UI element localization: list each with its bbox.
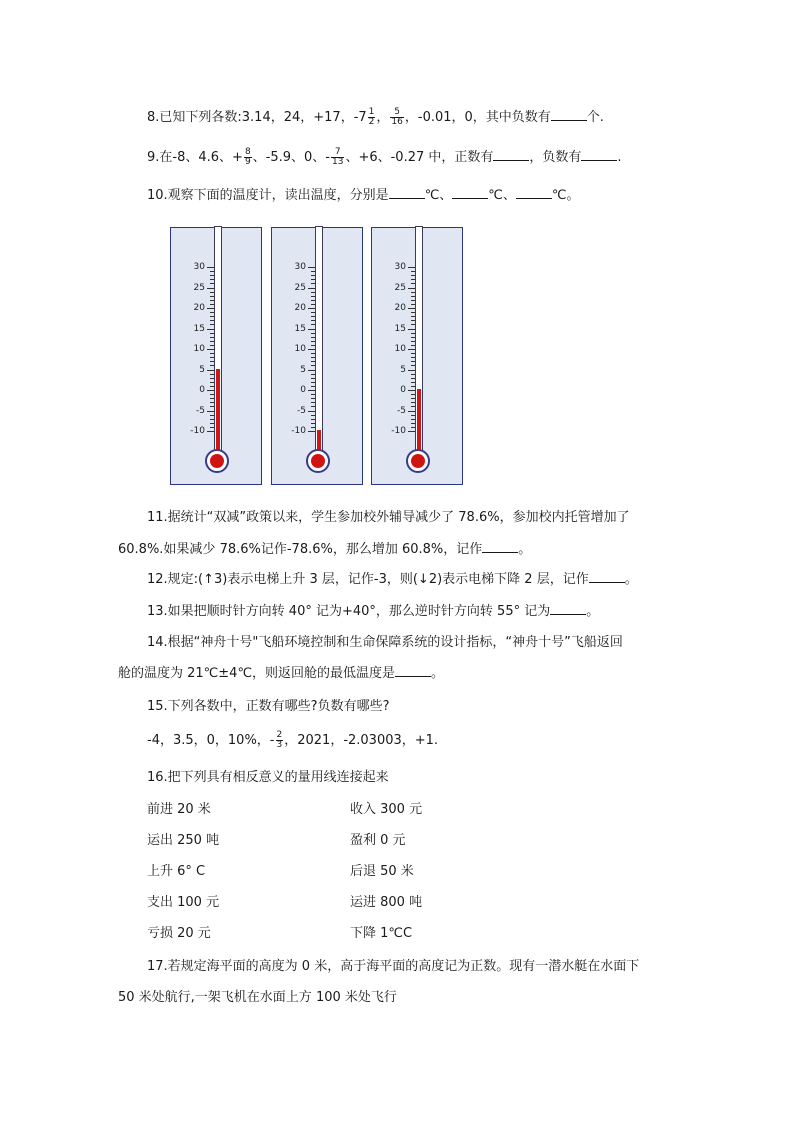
scale-tick (207, 390, 214, 391)
scale-minor-tick (411, 406, 415, 407)
q16-right-item[interactable]: 后退 50 米 (350, 864, 414, 879)
scale-minor-tick (210, 415, 214, 416)
scale-minor-tick (210, 316, 214, 317)
fraction: $\frac{2}{3}$ (276, 730, 283, 750)
scale-tick (207, 329, 214, 330)
scale-minor-tick (210, 357, 214, 358)
scale-label: 30 (193, 262, 205, 272)
scale-minor-tick (210, 398, 214, 399)
scale-tick (408, 349, 415, 350)
scale-minor-tick (311, 300, 315, 301)
scale-label: -10 (291, 426, 306, 436)
scale-minor-tick (311, 427, 315, 428)
q16-left-item[interactable]: 亏损 20 元 (147, 926, 211, 941)
scale-tick (308, 370, 315, 371)
scale-tick (207, 349, 214, 350)
scale-minor-tick (311, 357, 315, 358)
mercury-column (417, 389, 421, 455)
scale-tick (207, 370, 214, 371)
scale-minor-tick (311, 304, 315, 305)
scale-minor-tick (210, 341, 214, 342)
scale-minor-tick (210, 271, 214, 272)
scale-minor-tick (210, 296, 214, 297)
scale-tick (408, 431, 415, 432)
scale-minor-tick (210, 361, 214, 362)
q16-left-item[interactable]: 上升 6° C (147, 864, 206, 879)
q16-left-item[interactable]: 运出 250 吨 (147, 833, 220, 848)
scale-minor-tick (311, 320, 315, 321)
scale-minor-tick (411, 386, 415, 387)
scale-minor-tick (311, 374, 315, 375)
answer-blank[interactable] (482, 540, 518, 553)
scale-minor-tick (311, 398, 315, 399)
scale-tick (308, 349, 315, 350)
scale-tick (408, 370, 415, 371)
question-17-line-2: 50 米处航行,一架飞机在水面上方 100 米处飞行 (118, 990, 397, 1005)
scale-minor-tick (411, 415, 415, 416)
question-14-line-2: 舱的温度为 21℃±4℃，则返回舱的最低温度是 。 (118, 666, 445, 681)
scale-minor-tick (411, 341, 415, 342)
scale-label: 20 (193, 303, 205, 313)
q16-right-item[interactable]: 运进 800 吨 (350, 895, 423, 910)
scale-minor-tick (411, 365, 415, 366)
scale-minor-tick (411, 402, 415, 403)
scale-tick (207, 431, 214, 432)
scale-minor-tick (210, 427, 214, 428)
scale-minor-tick (210, 386, 214, 387)
scale-label: 15 (294, 323, 306, 334)
scale-minor-tick (210, 394, 214, 395)
scale-minor-tick (411, 316, 415, 317)
scale-label: 20 (394, 303, 406, 313)
scale-minor-tick (411, 296, 415, 297)
thermometer-bulb (205, 449, 229, 473)
question-12: 12.规定:(↑3)表示电梯上升 3 层，记作-3，则(↓2)表示电梯下降 2 层，记作 。 (147, 572, 638, 587)
scale-minor-tick (411, 345, 415, 346)
answer-blank[interactable] (452, 186, 488, 199)
scale-tick (207, 288, 214, 289)
scale-minor-tick (210, 382, 214, 383)
q16-left-item[interactable]: 前进 20 米 (147, 802, 211, 817)
scale-minor-tick (411, 427, 415, 428)
scale-label: 30 (394, 262, 406, 272)
scale-tick (408, 411, 415, 412)
scale-minor-tick (411, 324, 415, 325)
scale-minor-tick (311, 361, 315, 362)
scale-tick (308, 288, 315, 289)
scale-minor-tick (411, 283, 415, 284)
scale-minor-tick (311, 365, 315, 366)
question-15-numbers: -4，3.5，0，10%，- $\frac{2}{3}$ ，2021，-2.03003，+1. (147, 730, 439, 750)
q16-right-item[interactable]: 下降 1℃C (350, 926, 413, 941)
scale-tick (308, 431, 315, 432)
scale-label: 20 (294, 303, 306, 313)
scale-label: 0 (400, 385, 406, 395)
scale-minor-tick (411, 419, 415, 420)
scale-minor-tick (411, 279, 415, 280)
scale-minor-tick (411, 300, 415, 301)
scale-tick (308, 267, 315, 268)
scale-tick (408, 329, 415, 330)
answer-blank[interactable] (389, 186, 425, 199)
question-8: 8.已知下列各数:3.14，24，+17，-7 $\frac{1}{2}$ ， $\frac{5}{16}$ ，-0.01，0，其中负数有 个. (147, 107, 604, 127)
scale-minor-tick (411, 337, 415, 338)
scale-minor-tick (311, 283, 315, 284)
scale-label: 10 (394, 344, 406, 354)
scale-minor-tick (411, 374, 415, 375)
answer-blank[interactable] (493, 148, 529, 161)
scale-minor-tick (210, 423, 214, 424)
scale-label: 25 (294, 282, 306, 293)
q16-right-item[interactable]: 收入 300 元 (350, 802, 423, 817)
scale-minor-tick (210, 275, 214, 276)
scale-minor-tick (411, 304, 415, 305)
scale-minor-tick (311, 275, 315, 276)
scale-minor-tick (210, 333, 214, 334)
scale-minor-tick (210, 292, 214, 293)
scale-minor-tick (210, 279, 214, 280)
scale-minor-tick (210, 345, 214, 346)
scale-label: 30 (294, 262, 306, 272)
fraction: $\frac{5}{16}$ (391, 107, 403, 127)
scale-minor-tick (411, 423, 415, 424)
scale-label: 5 (199, 364, 205, 375)
question-16: 16.把下列具有相反意义的量用线连接起来 (147, 770, 389, 785)
q16-right-item[interactable]: 盈利 0 元 (350, 833, 406, 848)
scale-minor-tick (311, 423, 315, 424)
question-11-line-1: 11.据统计“双减”政策以来，学生参加校外辅导减少了 78.6%，参加校内托管增加了 (147, 510, 630, 525)
scale-label: 5 (300, 364, 306, 375)
scale-minor-tick (311, 382, 315, 383)
scale-minor-tick (210, 337, 214, 338)
scale-minor-tick (311, 406, 315, 407)
scale-minor-tick (311, 296, 315, 297)
scale-minor-tick (411, 320, 415, 321)
fraction: $\frac{7}{13}$ (332, 147, 344, 167)
scale-minor-tick (311, 324, 315, 325)
scale-minor-tick (411, 333, 415, 334)
scale-minor-tick (311, 292, 315, 293)
scale-minor-tick (411, 312, 415, 313)
scale-minor-tick (411, 394, 415, 395)
scale-minor-tick (210, 320, 214, 321)
scale-minor-tick (311, 415, 315, 416)
scale-minor-tick (210, 365, 214, 366)
scale-minor-tick (311, 341, 315, 342)
thermometer-tube (315, 226, 323, 454)
thermometer-bulb (306, 449, 330, 473)
scale-minor-tick (311, 333, 315, 334)
scale-label: -10 (391, 426, 406, 436)
fraction: $\frac{1}{2}$ (368, 107, 375, 127)
scale-minor-tick (311, 378, 315, 379)
scale-minor-tick (210, 374, 214, 375)
scale-minor-tick (210, 353, 214, 354)
scale-minor-tick (311, 345, 315, 346)
answer-blank[interactable] (551, 108, 587, 121)
scale-tick (308, 308, 315, 309)
scale-label: 10 (193, 344, 205, 354)
scale-label: 0 (300, 385, 306, 395)
scale-label: -5 (196, 405, 205, 416)
scale-minor-tick (210, 402, 214, 403)
scale-minor-tick (311, 316, 315, 317)
scale-label: -10 (190, 426, 205, 436)
scale-tick (308, 329, 315, 330)
scale-tick (207, 267, 214, 268)
question-15: 15.下列各数中，正数有哪些?负数有哪些? (147, 699, 390, 714)
thermometer-2 (271, 227, 363, 485)
mercury-column (216, 369, 220, 456)
scale-minor-tick (311, 386, 315, 387)
thermometer-bulb (406, 449, 430, 473)
scale-minor-tick (311, 394, 315, 395)
scale-minor-tick (210, 300, 214, 301)
scale-minor-tick (311, 353, 315, 354)
question-17-line-1: 17.若规定海平面的高度为 0 米，高于海平面的高度记为正数。现有一潜水艇在水面下 (147, 959, 640, 974)
answer-blank[interactable] (589, 570, 625, 583)
scale-label: 25 (193, 282, 205, 293)
thermometer-tube (415, 226, 423, 454)
scale-minor-tick (311, 279, 315, 280)
scale-label: 0 (199, 385, 205, 395)
scale-label: -5 (397, 405, 406, 416)
scale-minor-tick (411, 398, 415, 399)
scale-minor-tick (411, 361, 415, 362)
scale-tick (207, 308, 214, 309)
thermometer-3 (371, 227, 463, 485)
scale-minor-tick (411, 275, 415, 276)
answer-blank[interactable] (550, 602, 586, 615)
scale-minor-tick (210, 304, 214, 305)
scale-label: 25 (394, 282, 406, 293)
scale-minor-tick (210, 378, 214, 379)
scale-minor-tick (311, 337, 315, 338)
scale-minor-tick (411, 271, 415, 272)
answer-blank[interactable] (581, 148, 617, 161)
scale-minor-tick (411, 378, 415, 379)
scale-tick (308, 390, 315, 391)
scale-tick (308, 411, 315, 412)
scale-label: 15 (193, 323, 205, 334)
fraction: $\frac{8}{9}$ (244, 147, 251, 167)
question-9: 9.在-8、4.6、+ $\frac{8}{9}$ 、-5.9、0、- $\frac{7}{13}$ 、+6、-0.27 中，正数有 ，负数有 . (147, 147, 622, 167)
thermometer-tube (214, 226, 222, 454)
scale-minor-tick (210, 406, 214, 407)
scale-minor-tick (210, 312, 214, 313)
scale-minor-tick (311, 312, 315, 313)
scale-minor-tick (210, 283, 214, 284)
scale-label: 15 (394, 323, 406, 334)
scale-minor-tick (411, 357, 415, 358)
scale-tick (408, 308, 415, 309)
answer-blank[interactable] (516, 186, 552, 199)
scale-minor-tick (411, 353, 415, 354)
question-11-line-2: 60.8%.如果减少 78.6%记作-78.6%，那么增加 60.8%，记作 。 (118, 542, 532, 557)
scale-tick (408, 288, 415, 289)
scale-tick (408, 390, 415, 391)
question-14-line-1: 14.根据“神舟十号"飞船环境控制和生命保障系统的设计指标，“神舟十号”飞船返回 (147, 635, 623, 650)
scale-minor-tick (210, 324, 214, 325)
scale-tick (408, 267, 415, 268)
question-10: 10.观察下面的温度计，读出温度，分别是 ℃、 ℃、 ℃。 (147, 188, 580, 203)
thermometer-1 (170, 227, 262, 485)
scale-minor-tick (411, 382, 415, 383)
question-13: 13.如果把顺时针方向转 40° 记为+40°，那么逆时针方向转 55° 记为 。 (147, 604, 600, 619)
scale-label: -5 (297, 405, 306, 416)
scale-minor-tick (210, 419, 214, 420)
scale-label: 10 (294, 344, 306, 354)
scale-minor-tick (411, 292, 415, 293)
scale-minor-tick (311, 419, 315, 420)
scale-minor-tick (311, 402, 315, 403)
scale-minor-tick (311, 271, 315, 272)
scale-tick (207, 411, 214, 412)
scale-label: 5 (400, 364, 406, 375)
answer-blank[interactable] (395, 664, 431, 677)
q16-left-item[interactable]: 支出 100 元 (147, 895, 220, 910)
